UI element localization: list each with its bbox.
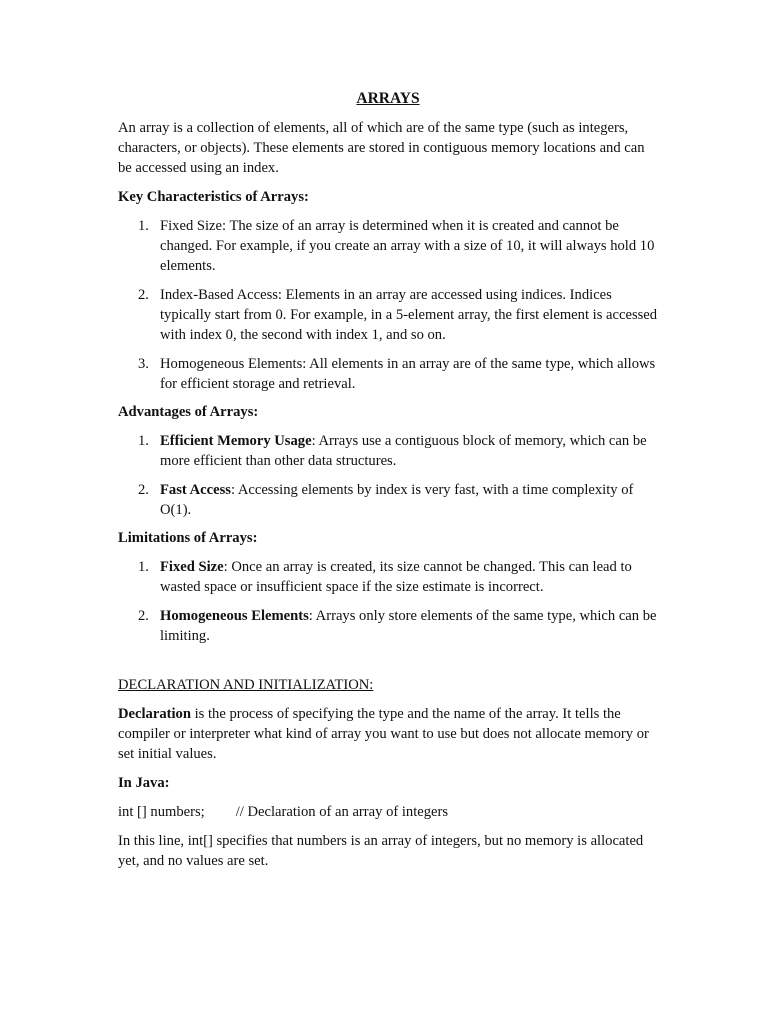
list-number: 1. bbox=[138, 433, 149, 449]
limitations-heading: Limitations of Arrays: bbox=[118, 530, 258, 546]
intro-paragraph: An array is a collection of elements, all of which are of the same type (such as integers, characters, or objects). These elements are stored in contiguous memory locations and can be accessed using an index. bbox=[118, 120, 645, 176]
limitations-list bbox=[118, 557, 658, 646]
list-item-term: Fixed Size bbox=[160, 559, 224, 575]
declaration-text: is the process of specifying the type and the name of the array. It tells the compiler or interpreter what kind of array you want to use but does not allocate memory or set initial values. bbox=[118, 706, 649, 762]
page-title: ARRAYS bbox=[356, 90, 420, 107]
list-number: 1. bbox=[138, 218, 149, 234]
list-item bbox=[118, 606, 658, 646]
code-comment: // Declaration of an array of integers bbox=[235, 804, 449, 820]
list-number: 3. bbox=[138, 356, 149, 372]
declaration-term: Declaration bbox=[118, 706, 191, 722]
list-item-term: Fast Access bbox=[160, 482, 231, 498]
list-item bbox=[118, 431, 658, 471]
java-heading: In Java: bbox=[118, 775, 170, 791]
list-item-text: Index-Based Access: Elements in an array are accessed using indices. Indices typically start from 0. For example, in a 5-element array, the first element is accessed with index 0, the second with index 1, and so on. bbox=[160, 287, 658, 343]
list-item bbox=[118, 285, 658, 345]
list-item-text: Homogeneous Elements: All elements in an array are of the same type, which allows for efficient storage and retrieval. bbox=[160, 356, 656, 392]
list-number: 2. bbox=[138, 482, 149, 498]
list-item bbox=[118, 216, 658, 276]
list-item-text: : Arrays only store elements of the same type, which can be limiting. bbox=[160, 608, 657, 644]
code-line bbox=[118, 802, 658, 822]
list-item-text: Fixed Size: The size of an array is determined when it is created and cannot be changed. For example, if you create an array with a size of 10, it will always hold 10 elements. bbox=[160, 218, 655, 274]
code-statement: int [] numbers; bbox=[118, 804, 205, 820]
advantages-list bbox=[118, 431, 658, 520]
explanation-paragraph: In this line, int[] specifies that numbers is an array of integers, but no memory is allocated yet, and no values are set. bbox=[118, 833, 644, 869]
list-number: 1. bbox=[138, 559, 149, 575]
list-item-text: : Arrays use a contiguous block of memory, which can be more efficient than other data structures. bbox=[160, 433, 647, 469]
list-item-term: Homogeneous Elements bbox=[160, 608, 309, 624]
declaration-section-title: DECLARATION AND INITIALIZATION: bbox=[118, 677, 374, 693]
advantages-heading: Advantages of Arrays: bbox=[118, 404, 259, 420]
list-item bbox=[118, 557, 658, 597]
list-item-text: : Once an array is created, its size cannot be changed. This can lead to wasted space or insufficient space if the size estimate is incorrect. bbox=[160, 559, 632, 595]
list-number: 2. bbox=[138, 287, 149, 303]
key-characteristics-heading: Key Characteristics of Arrays: bbox=[118, 189, 309, 205]
key-characteristics-list bbox=[118, 216, 658, 394]
list-number: 2. bbox=[138, 608, 149, 624]
list-item bbox=[118, 480, 658, 520]
list-item-term: Efficient Memory Usage bbox=[160, 433, 312, 449]
list-item-text: : Accessing elements by index is very fast, with a time complexity of O(1). bbox=[160, 482, 634, 518]
declaration-paragraph bbox=[118, 704, 658, 764]
document-body bbox=[118, 89, 658, 880]
list-item bbox=[118, 354, 658, 394]
